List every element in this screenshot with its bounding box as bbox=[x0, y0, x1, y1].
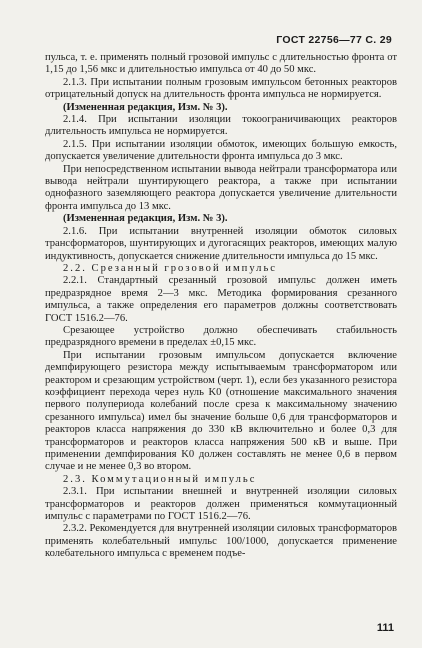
paragraph: 2.1.5. При испытании изоляции обмоток, имеющих большую емкость, допускается увеличение длительности фронта импульса до 3 мкс. bbox=[45, 138, 397, 163]
paragraph: При испытании грозовым импульсом допускается включение демпфирующего резистора между испытываемым трансформатором или реактором и срезающим устройством (черт. 1), если без указанного резистора коэффициент перехода через нуль K0 (отношение максимального значения первого полупериода колебаний после среза к максимальному значению срезанного импульса) имел бы значение больше 0,6 для трансформаторов и реакторов класса напряжения до 330 кВ включительно и более 0,3 для трансформаторов и реакторов класса напряжения 500 кВ и выше. При применении демпфирования K0 должен составлять не менее 0,6 в первом случае и не менее 0,3 во втором. bbox=[45, 349, 397, 473]
paragraph: При непосредственном испытании вывода нейтрали трансформатора или вывода нейтрали шунтирующего реактора, а также при испытании однофазного заземляющего реактора допускается увеличение длительности фронта импульса до 13 мкс. bbox=[45, 163, 397, 212]
page-number: 111 bbox=[376, 622, 394, 634]
paragraph: 2.1.3. При испытании полным грозовым импульсом бетонных реакторов отрицательный допуск на длительность фронта импульса не нормируется. bbox=[45, 76, 397, 101]
revision-note: (Измененная редакция, Изм. № 3). bbox=[63, 101, 228, 113]
paragraph: 2.1.4. При испытании изоляции токоограничивающих реакторов длительность импульса не нормируется. bbox=[45, 114, 397, 138]
paragraph: 2.1.6. При испытании внутренней изоляции обмоток силовых трансформаторов, шунтирующих и дугогасящих реакторов, имеющих малую индуктивность, допускается снижение длительности импульса до 15 мкс. bbox=[45, 225, 397, 262]
document-body bbox=[45, 52, 397, 561]
paragraph: 2.3.2. Рекомендуется для внутренней изоляции силовых трансформаторов применять колебательный импульс 100/1000, допускается применение колебательного импульса с временем подъе- bbox=[45, 523, 398, 560]
page-header: ГОСТ 22756—77 С. 29 bbox=[276, 34, 392, 46]
section-heading: 2.2. Срезанный грозовой импульс bbox=[63, 262, 277, 274]
paragraph: Срезающее устройство должно обеспечивать стабильность предразрядного времени в пределах ±0,15 мкс. bbox=[45, 324, 397, 349]
paragraph: 2.3.1. При испытании внешней и внутренней изоляции силовых трансформаторов и реакторов должен применяться коммутационный импульс с параметрами по ГОСТ 1516.2—76. bbox=[45, 486, 397, 523]
paragraph: 2.2.1. Стандартный срезанный грозовой импульс должен иметь предразрядное время 2—3 мкс. Методика формирования срезанного импульса, а также определения его параметров должны соответствовать ГОСТ 1516.2—76. bbox=[45, 275, 397, 324]
revision-note: (Измененная редакция, Изм. № 3). bbox=[63, 213, 228, 225]
paragraph: пульса, т. е. применять полный грозовой импульс с длительностью фронта от 1,15 до 1,56 мкс и длительностью импульса от 40 до 50 мкс. bbox=[45, 52, 397, 76]
section-heading: 2.3. Коммутационный импульс bbox=[63, 473, 257, 485]
